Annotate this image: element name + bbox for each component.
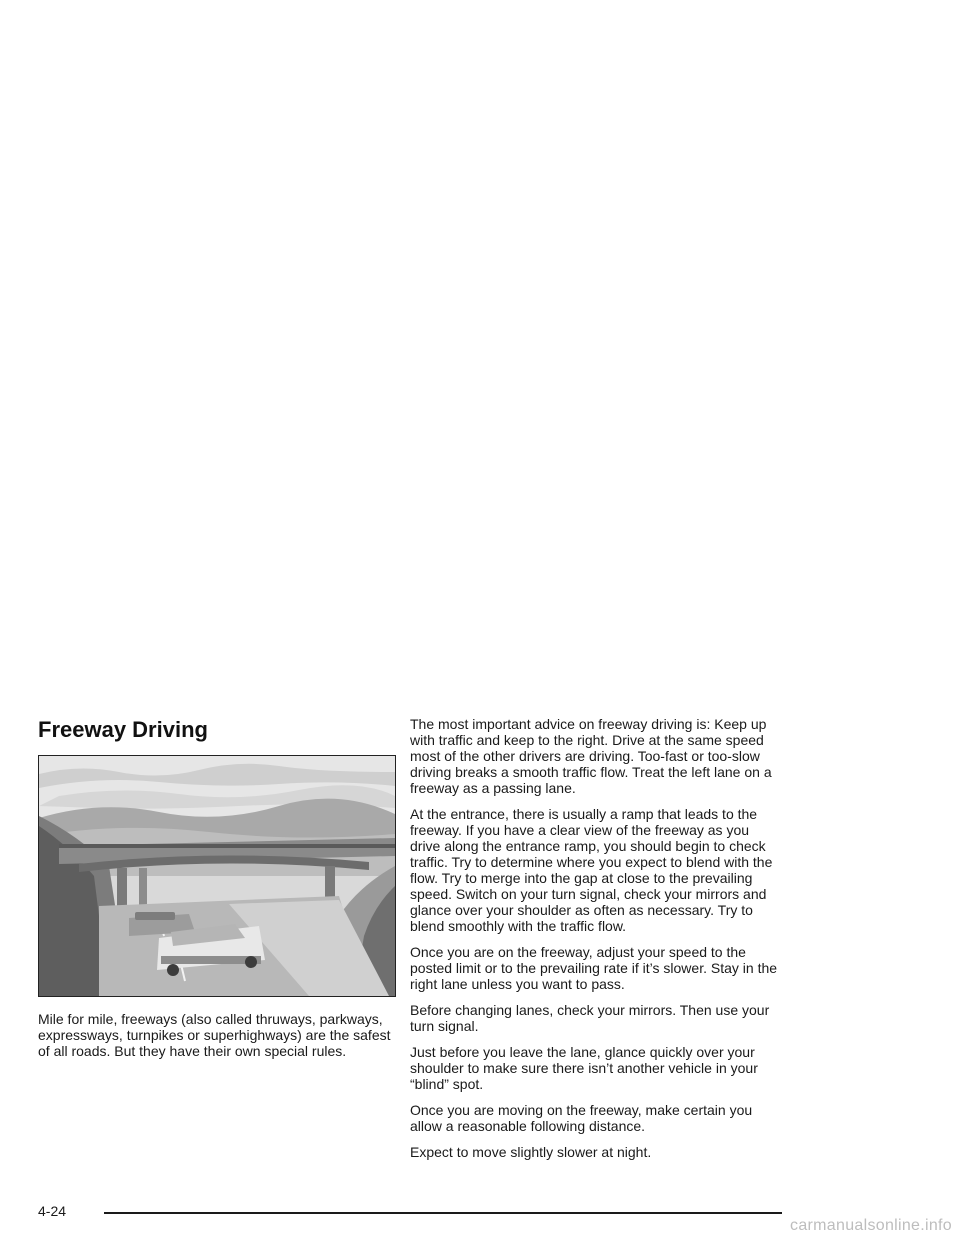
freeway-illustration — [38, 755, 396, 997]
paragraph-night: Expect to move slightly slower at night. — [410, 1144, 652, 1160]
section-title: Freeway Driving — [38, 717, 208, 742]
page-number: 4-24 — [38, 1203, 67, 1219]
paragraph-following-distance: Once you are moving on the freeway, make certain you allow a reasonable following distance. — [410, 1102, 753, 1134]
intro-paragraph: Mile for mile, freeways (also called thruways, parkways, expressways, turnpikes or superhighways) are the safest of all roads. But they have their own special rules. — [38, 1011, 391, 1059]
paragraph-blind-spot: Just before you leave the lane, glance quickly over your shoulder to make sure there isn’t another vehicle in your “blind” spot. — [410, 1044, 758, 1092]
paragraph-advice: The most important advice on freeway driving is: Keep up with traffic and keep to the right. Drive at the same speed most of the other drivers are driving. Too-fast or too-slow driving breaks a smooth traffic flow. Treat the left lane on a freeway as a passing lane. — [410, 716, 772, 796]
footer-divider — [104, 1212, 782, 1214]
left-column — [38, 716, 398, 1069]
paragraph-speed: Once you are on the freeway, adjust your speed to the posted limit or to the prevailing rate if it’s slower. Stay in the right lane unless you want to pass. — [410, 944, 778, 992]
paragraph-entrance: At the entrance, there is usually a ramp that leads to the freeway. If you have a clear view of the freeway as you drive along the entrance ramp, you should begin to check traffic. Try to determine where you expect to blend with the flow. Try to merge into the gap at close to the prevailing speed. Switch on your turn signal, check your mirrors and glance over your shoulder as often as necessary. Try to blend smoothly with the traffic flow. — [410, 806, 773, 934]
watermark: carmanualsonline.info — [790, 1217, 952, 1234]
right-column — [410, 716, 782, 1170]
paragraph-changing-lanes: Before changing lanes, check your mirrors. Then use your turn signal. — [410, 1002, 770, 1034]
freeway-overpass-illustration-icon — [39, 756, 395, 996]
